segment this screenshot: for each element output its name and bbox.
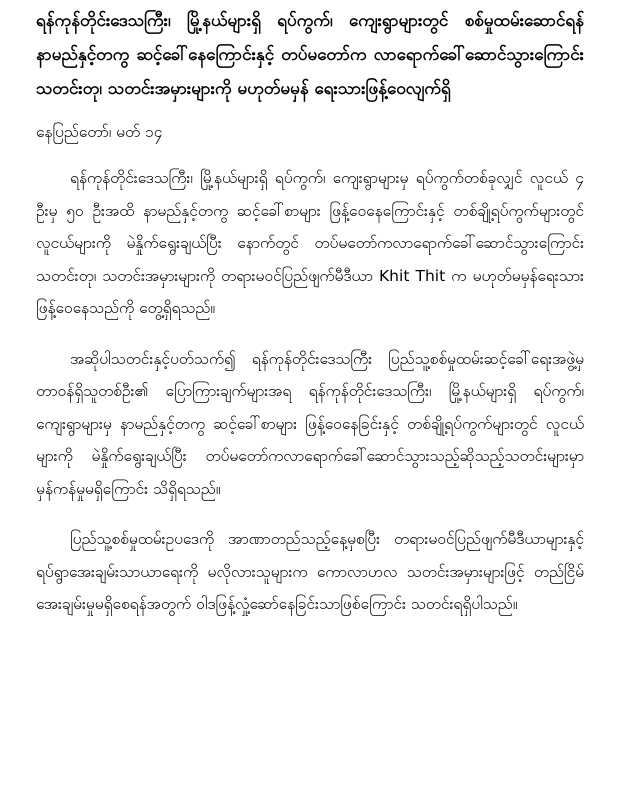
article-headline: ရန်ကုန်တိုင်းဒေသကြီး၊ မြို့နယ်များရှိ ရပ်ကွက်၊ ကျေးရွာများတွင် စစ်မှုထမ်းဆောင်ရန် နာမည်နှင့်တကွ ဆင့်ခေါ်နေကြောင်းနှင့် တပ်မတော်က လာရောက်ခေါ်ဆောင်သွားကြောင်း သတင်းတု၊ သတင်းအမှားများကို မဟုတ်မမှန် ရေးသားဖြန့်ဝေလျက်ရှိ	[36, 11, 584, 99]
news-article	[36, 4, 584, 621]
article-paragraph-2: အဆိုပါသတင်းနှင့်ပတ်သက်၍ ရန်ကုန်တိုင်းဒေသကြီး ပြည်သူ့စစ်မှုထမ်းဆင့်ခေါ်ရေးအဖွဲ့မှ တာဝန်ရှိသူတစ်ဦး၏ ပြောကြားချက်များအရ ရန်ကုန်တိုင်းဒေသကြီး၊ မြို့နယ်များရှိ ရပ်ကွက်၊ ကျေးရွာများမှ နာမည်နှင့်တကွ ဆင့်ခေါ်စာများ ဖြန့်ဝေနေခြင်းနှင့် တစ်ချို့ရပ်ကွက်များတွင် လူငယ်များကို မဲနှိုက်ရွေးချယ်ပြီး တပ်မတော်ကလာရောက်ခေါ်ဆောင်သွားသည့်ဆိုသည့်သတင်းများမှာ မှန်ကန်မှုမရှိကြောင်း သိရှိရသည်။	[36, 349, 584, 498]
article-paragraph-1: ရန်ကုန်တိုင်းဒေသကြီး၊ မြို့နယ်များရှိ ရပ်ကွက်၊ ကျေးရွာများမှ ရပ်ကွက်တစ်ခုလျှင် လူငယ် ၄ ဦးမှ ၅၀ ဦးအထိ နာမည်နှင့်တကွ ဆင့်ခေါ်စာများ ဖြန့်ဝေနေကြောင်းနှင့် တစ်ချို့ရပ်ကွက်များတွင် လူငယ်များကို မဲနှိုက်ရွေးချယ်ပြီး နောက်တွင် တပ်မတော်ကလာရောက်ခေါ်ဆောင်သွားကြောင်း သတင်းတု၊ သတင်းအမှားများကို တရားမဝင်ပြည်ဖျက်မီဒီယာ Khit Thit က မဟုတ်မမှန်ရေးသားဖြန့်ဝေနေသည်ကို တွေ့ရှိရသည်။	[36, 169, 584, 317]
article-paragraph-3: ပြည်သူ့စစ်မှုထမ်းဥပဒေကို အာဏာတည်သည့်နေ့မှစပြီး တရားမဝင်ပြည်ဖျက်မီဒီယာများနှင့် ရပ်ရွာအေးချမ်းသာယာရေးကို မလိုလားသူများက ကောလာဟလ သတင်းအမှားများဖြင့် တည်ငြိမ်အေးချမ်းမှုမရှိစေရန်အတွက် ဝါဒဖြန့်လှုံ့ဆော်နေခြင်းသာဖြစ်ကြောင်း သတင်းရရှိပါသည်။	[36, 530, 584, 613]
article-dateline: နေပြည်တော်၊ မတ် ၁၄	[36, 123, 163, 141]
